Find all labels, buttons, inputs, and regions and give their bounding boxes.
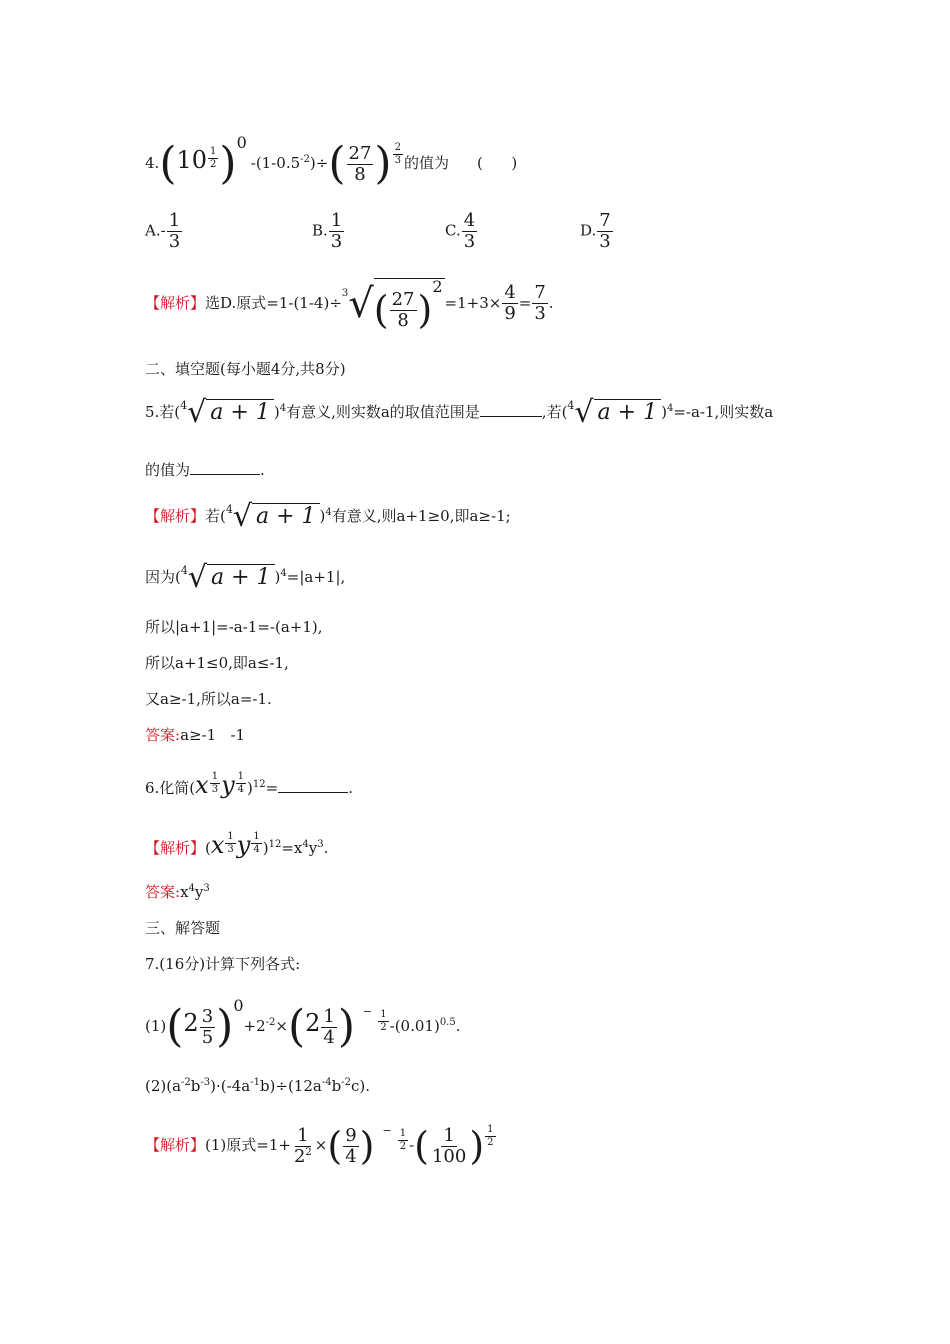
- analysis-tag: 【解析】: [145, 1136, 206, 1154]
- analysis-tag: 【解析】: [145, 839, 206, 857]
- q6-blank[interactable]: [278, 780, 348, 793]
- q7-title: 7.(16分)计算下列各式:: [145, 955, 301, 973]
- q5-blank-1[interactable]: [480, 404, 542, 417]
- q5-stem: 5.若($^4$√ a + 1 )$^4$有意义,则实数a的取值范围是 ,若($^4$√ a + 1 )$^4$=-a-1,则实数a: [145, 395, 774, 430]
- section-3-title: 三、解答题: [145, 919, 221, 937]
- q5-answer: 答案:a≥-1 -1: [145, 726, 246, 744]
- q5-analysis-5: 又a≥-1,所以a=-1.: [145, 690, 272, 708]
- q5-analysis-3: 所以|a+1|=-a-1=-(a+1),: [145, 618, 323, 636]
- q6-stem: 6.化简(x $\frac{1}{3}$ y $\frac{1}{4}$ )$^{12}$= .: [145, 771, 353, 799]
- q5-blank-2[interactable]: [190, 462, 260, 475]
- q5-analysis-4: 所以a+1≤0,即a≤-1,: [145, 654, 289, 672]
- q4-analysis: 【解析】选D.原式=1-(1-4)÷$^3$√( $\frac{27}{8}$ )2=1+3× $\frac{4}{9}$ = $\frac{7}{3}$ .: [145, 277, 554, 332]
- section-2-title: 二、填空题(每小题4分,共8分): [145, 360, 346, 378]
- analysis-tag: 【解析】: [145, 293, 206, 312]
- q7-part2: $(2)(a^{-2}b^{-3})\cdot(-4a^{-1}b)\div(12a^{-4}b^{-2}c)$.: [145, 1077, 370, 1095]
- q4-option-b: B. $\frac{1}{3}$: [312, 210, 343, 252]
- q6-analysis: 【解析】(x $\frac{1}{3}$ y $\frac{1}{4}$ )$^{12}=x^4y^3$.: [145, 831, 329, 859]
- q7-analysis: 【解析】(1)原式=1+ $\frac{1}{2^2}$ ×( $\frac{9}{4}$ ) − $\frac{1}{2}$ -( $\frac{1}{100}$ ) $\frac{1}{2}$: [145, 1124, 494, 1168]
- q7-part1: (1)(2 $\frac{3}{5}$ )$0+2^{-2}\times(2$ $\frac{1}{4}$ ) − $\frac{1}{2}$ $-(0.01)^{0.5}$.: [145, 996, 461, 1052]
- q5-analysis-1: 【解析】若($^4$√ a + 1 )$^4$有意义,则a+1≥0,即a≥-1;: [145, 499, 511, 534]
- analysis-tag: 【解析】: [145, 507, 206, 525]
- q4-option-c: C. $\frac{4}{3}$: [445, 210, 476, 252]
- q4-option-d: D. $\frac{7}{3}$: [580, 210, 611, 252]
- q4-stem: 4.(10 $\frac{1}{2}$ )$0-(1-0.5^{-2})\div$( $\frac{27}{8}$ ) $\frac{2}{3}$ 的值为 ( ): [145, 133, 518, 189]
- q5-stem-line2: 的值为 .: [145, 461, 265, 479]
- radical-sign: √: [348, 280, 374, 327]
- q6-answer: 答案$:x^4y^3$: [145, 883, 210, 901]
- q4-option-a: A.- $\frac{1}{3}$: [145, 210, 181, 252]
- q5-analysis-2: 因为($^4$√ a + 1 )$^4$=|a+1|,: [145, 560, 346, 595]
